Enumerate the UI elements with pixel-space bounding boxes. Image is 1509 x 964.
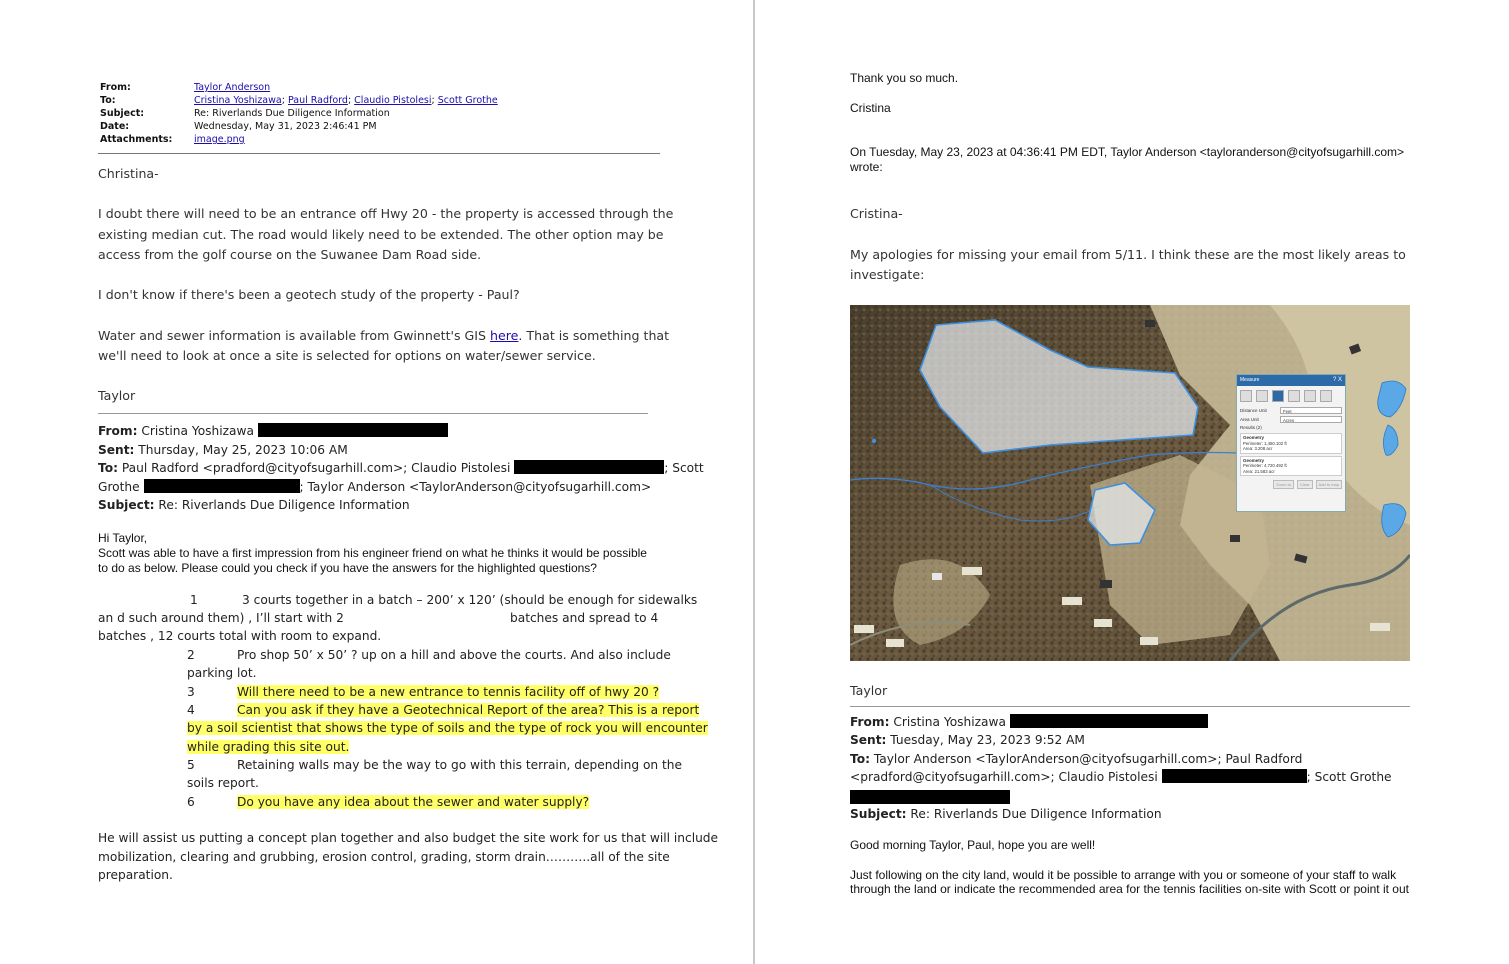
list-item-text: 3 courts together in a batch – 200’ x 120’ (should be enough for sidewalks — [242, 593, 698, 607]
list-item-text: Pro shop 50’ x 50’ ? up on a hill and above the courts. And also include — [237, 648, 671, 662]
quoted-from-line — [850, 713, 1208, 732]
redaction-bar — [144, 479, 300, 493]
quoted-subject-line — [98, 496, 410, 515]
distance-unit-row — [1237, 406, 1345, 415]
quoted-closing-line: mobilization, clearing and grubbing, erosion control, grading, storm drain………..all of the site — [98, 850, 670, 864]
header-date-label: Date: — [100, 121, 130, 132]
sender-link[interactable]: Taylor Anderson — [194, 82, 271, 93]
list-item-text — [187, 719, 708, 738]
geometry-title: Geometry — [1243, 457, 1265, 463]
quoted-greeting: Hi Taylor, — [98, 531, 148, 545]
redaction-bar — [1162, 769, 1307, 783]
header-from-value — [194, 82, 270, 93]
quoted-greeting: Good morning Taylor, Paul, hope you are well! — [850, 838, 1096, 852]
list-item-text — [237, 683, 659, 702]
reply-text: Water and sewer information is available from Gwinnett's GIS — [98, 328, 491, 343]
reply-paragraph-line: existing median cut. The road would likely need to be extended. The other option may be — [98, 227, 664, 242]
highlighted-question: by a soil scientist that shows the type of soils and the type of rock you will encounter — [187, 721, 708, 735]
redaction-bar — [514, 460, 664, 474]
clear-button[interactable]: Clear — [1297, 480, 1313, 489]
aerial-map-image — [850, 305, 1410, 661]
area-unit-row — [1237, 415, 1345, 424]
reply-paragraph-line: I don't know if there's been a geotech study of the property - Paul? — [98, 287, 520, 302]
list-number: 4 — [187, 703, 195, 717]
wrote-line: wrote: — [850, 160, 883, 174]
quoted-to-line — [850, 768, 1392, 787]
quoted-closing-line: He will assist us putting a concept plan together and also budget the site work for us that will include — [98, 831, 719, 845]
quoted-from-line — [98, 422, 448, 441]
list-number: 2 — [187, 648, 195, 662]
quoted-from-label: From: — [98, 424, 138, 438]
quoted-sent-label: Sent: — [850, 733, 887, 747]
measure-polygon-tool-icon[interactable] — [1272, 390, 1284, 402]
reply-greeting: Christina- — [98, 166, 159, 181]
quoted-body-line: through the land or indicate the recommended area for the tennis facilities on-site with Scott or point it out — [850, 882, 1409, 896]
measure-tool-panel — [1236, 374, 1346, 512]
quoted-subject-label: Subject: — [850, 807, 907, 821]
quote-divider — [850, 706, 1410, 707]
quoted-closing-line: preparation. — [98, 868, 173, 882]
reply-paragraph-line: investigate: — [850, 267, 925, 282]
header-divider — [98, 153, 660, 154]
list-item-text: soils report. — [187, 776, 259, 790]
zoom-to-button[interactable]: Zoom to — [1273, 480, 1294, 489]
quoted-to-text: Grothe — [98, 480, 140, 494]
list-number: 6 — [187, 795, 195, 809]
geometry-perimeter: Perimeter: 4,720.492 ft — [1243, 463, 1287, 468]
geometry-area: Area: 21.583 acr — [1243, 468, 1275, 474]
header-to-value: Cristina Yoshizawa; Paul Radford; Claudio Pistolesi; Scott Grothe — [194, 95, 498, 106]
recipient-link[interactable]: Paul Radford — [287, 95, 348, 106]
header-to-label: To: — [100, 95, 116, 106]
results-row — [1237, 424, 1345, 431]
quoted-to-text: ; Scott — [664, 461, 704, 475]
reply-paragraph-line: I doubt there will need to be an entrance off Hwy 20 - the property is accessed through the — [98, 206, 674, 221]
quoted-to-text: ; Taylor Anderson <TaylorAnderson@cityofsugarhill.com> — [299, 480, 652, 494]
geometry-result[interactable] — [1240, 456, 1342, 477]
reply-signature: Taylor — [850, 683, 888, 698]
measure-actions — [1237, 478, 1345, 491]
measure-line-tool-icon[interactable] — [1288, 390, 1300, 402]
list-number: 5 — [187, 758, 195, 772]
geometry-title: Geometry — [1243, 435, 1265, 440]
area-unit-select[interactable]: Acres — [1280, 416, 1342, 423]
quoted-to-text: Taylor Anderson <TaylorAnderson@cityofsugarhill.com>; Paul Radford — [873, 752, 1303, 766]
measure-point-tool-icon[interactable] — [1320, 390, 1332, 402]
measure-freehand-tool-icon[interactable] — [1304, 390, 1316, 402]
list-item-text: Retaining walls may be the way to go with this terrain, depending on the — [237, 758, 682, 772]
header-attachments-label: Attachments: — [100, 134, 173, 145]
quoted-body-line: Just following on the city land, would it be possible to arrange with you or someone of your staff to walk — [850, 868, 1397, 882]
redaction-bar — [850, 790, 1010, 804]
quote-divider — [98, 413, 648, 414]
close-icon[interactable]: ? X — [1332, 377, 1342, 383]
geometry-area: Area: 3.208 acr — [1243, 446, 1273, 451]
area-unit-label: Area Unit — [1240, 417, 1259, 422]
highlighted-question: while grading this site out. — [187, 740, 350, 754]
attachment-link[interactable]: image.png — [194, 134, 245, 145]
recipient-link[interactable]: Scott Grothe — [437, 95, 498, 106]
reply-paragraph-line: access from the golf course on the Suwanee Dam Road side. — [98, 247, 482, 262]
quoted-from-label: From: — [850, 715, 890, 729]
reply-signature: Taylor — [98, 388, 136, 403]
geometry-perimeter: Perimeter: 1,450.102 ft — [1243, 440, 1287, 446]
redaction-bar — [1010, 714, 1208, 728]
quoted-subject-line — [850, 805, 1162, 824]
quoted-from-value: Cristina Yoshizawa — [141, 424, 254, 438]
list-number: 3 — [187, 685, 195, 699]
distance-unit-select[interactable]: Feet — [1280, 407, 1342, 414]
results-label: Results (2) — [1240, 425, 1262, 430]
highlighted-question: Can you ask if they have a Geotechnical Report of the area? This is a report — [237, 703, 700, 717]
quoted-to-text: ; Scott Grothe — [1306, 770, 1392, 784]
quoted-to-text: <pradford@cityofsugarhill.com>; Claudio Pistolesi — [850, 770, 1158, 784]
quoted-subject-value: Re: Riverlands Due Diligence Information — [910, 807, 1162, 821]
quoted-to-label: To: — [850, 752, 870, 766]
quoted-sent-line — [98, 441, 348, 460]
reply-paragraph-line — [98, 326, 669, 347]
list-item-text: an d such around them) , I’ll start with 2 — [98, 611, 344, 625]
wrote-line: On Tuesday, May 23, 2023 at 04:36:41 PM EDT, Taylor Anderson <tayloranderson@cityofsugarhill.com> — [850, 145, 1405, 159]
redaction-bar — [258, 423, 448, 437]
quoted-to-line — [98, 478, 651, 497]
reply-paragraph-line: My apologies for missing your email from 5/11. I think these are the most likely areas to — [850, 247, 1406, 262]
reply-paragraph-line: we'll need to look at once a site is selected for options on water/sewer service. — [98, 348, 596, 363]
right-page — [755, 0, 1509, 964]
list-item-text: batches and spread to 4 — [510, 611, 659, 625]
recipient-link[interactable]: Cristina Yoshizawa — [194, 95, 282, 106]
header-from-label: From: — [100, 82, 131, 93]
list-item-text — [187, 738, 349, 757]
highlighted-question: Will there need to be a new entrance to tennis facility off of hwy 20 ? — [237, 685, 660, 699]
measure-area-tool-icon[interactable] — [1240, 390, 1252, 402]
list-item-text: batches , 12 courts total with room to expand. — [98, 629, 382, 643]
measure-panel-title: Measure — [1240, 377, 1260, 383]
reply-text: . That is something that — [518, 328, 670, 343]
gis-link[interactable]: here — [490, 328, 519, 343]
highlighted-question: Do you have any idea about the sewer and water supply? — [237, 795, 590, 809]
quoted-intro-line: to do as below. Please could you check if you have the answers for the highlighted questions? — [98, 561, 597, 575]
quoted-to-line — [850, 750, 1302, 769]
measure-circle-tool-icon[interactable] — [1256, 390, 1268, 402]
recipient-link[interactable]: Claudio Pistolesi — [354, 95, 432, 106]
quoted-sent-label: Sent: — [98, 443, 135, 457]
geometry-result[interactable] — [1240, 433, 1342, 454]
quoted-to-label: To: — [98, 461, 118, 475]
quoted-sent-value: Thursday, May 25, 2023 10:06 AM — [138, 443, 348, 457]
reply-greeting: Cristina- — [850, 206, 903, 221]
quoted-subject-label: Subject: — [98, 498, 155, 512]
header-date-value: Wednesday, May 31, 2023 2:46:41 PM — [194, 121, 377, 132]
list-item-text — [237, 793, 589, 812]
quoted-intro-line: Scott was able to have a first impression from his engineer friend on what he thinks it would be possible — [98, 546, 647, 560]
left-page — [0, 0, 754, 964]
header-attachments-value — [194, 134, 245, 145]
header-subject-value: Re: Riverlands Due Diligence Information — [194, 108, 390, 119]
list-number: 1 — [190, 593, 198, 607]
quoted-to-line — [98, 459, 704, 478]
quoted-subject-value: Re: Riverlands Due Diligence Information — [158, 498, 410, 512]
measure-toolbar — [1237, 386, 1345, 406]
thanks-text: Thank you so much. — [850, 71, 959, 85]
list-item-text: parking lot. — [187, 666, 257, 680]
quoted-sent-value: Tuesday, May 23, 2023 9:52 AM — [890, 733, 1085, 747]
quoted-from-value: Cristina Yoshizawa — [893, 715, 1006, 729]
distance-unit-label: Distance Unit — [1240, 408, 1267, 413]
quoted-sent-line — [850, 731, 1085, 750]
sender-name: Cristina — [850, 101, 891, 115]
add-to-map-button[interactable]: Add to map — [1316, 480, 1342, 489]
measure-panel-titlebar — [1237, 375, 1345, 386]
header-subject-label: Subject: — [100, 108, 145, 119]
list-item-text — [237, 701, 699, 720]
quoted-to-text: Paul Radford <pradford@cityofsugarhill.com>; Claudio Pistolesi — [121, 461, 511, 475]
